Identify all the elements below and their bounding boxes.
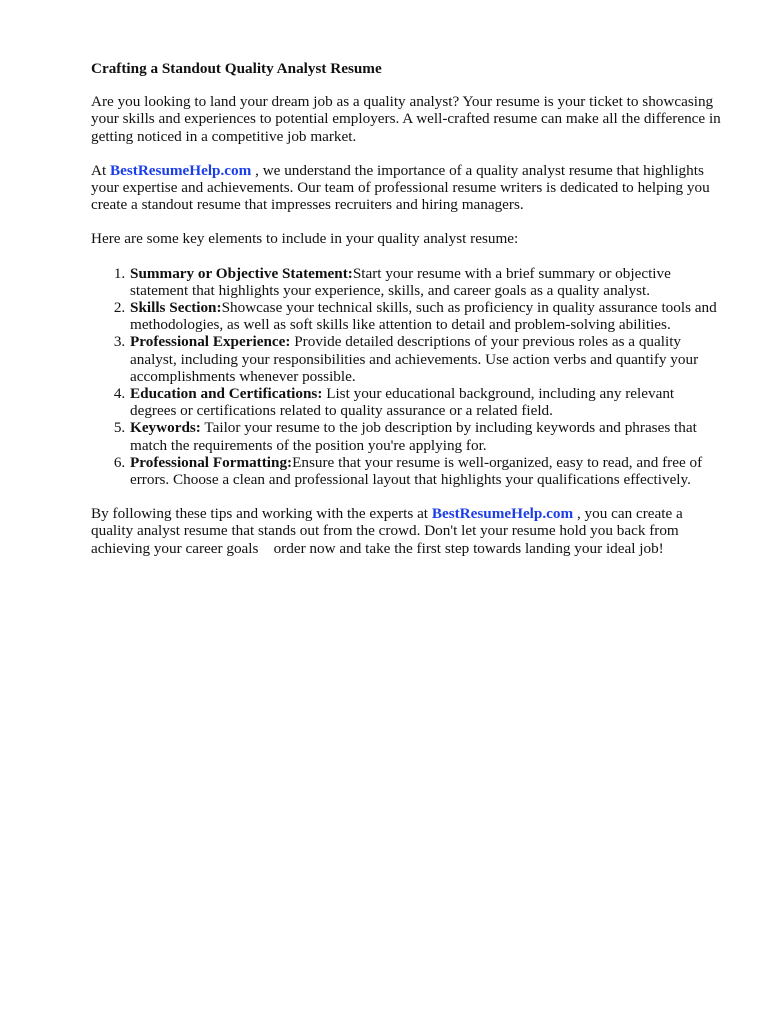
list-item-text: Tailor your resume to the job description by including keywords and phrases that match the requirements of the position you're applying for. [130, 419, 697, 454]
key-elements-list [91, 265, 721, 489]
list-item-heading: Summary or Objective Statement: [130, 264, 353, 282]
about-suffix: , we understand the importance of a quality analyst resume that highlights your expertise and achievements. Our team of professional resume writers is dedicated to helping you create a standout resume that impresses recruiters and hiring managers. [91, 161, 710, 214]
about-prefix: At [91, 161, 110, 179]
list-item [129, 265, 721, 299]
closing-site-link[interactable]: BestResumeHelp.com [431, 505, 574, 523]
intro-paragraph: Are you looking to land your dream job as a quality analyst? Your resume is your ticket to showcasing your skills and experiences to potential employers. A well-crafted resume can make all the difference in getting noticed in a competitive job market. [91, 93, 721, 145]
list-item-heading: Professional Experience: [130, 333, 291, 351]
list-item [129, 299, 721, 333]
list-item-heading: Keywords: [130, 419, 201, 437]
list-intro-paragraph: Here are some key elements to include in your quality analyst resume: [91, 230, 519, 248]
document-title: Crafting a Standout Quality Analyst Resume [91, 60, 382, 77]
closing-paragraph [91, 505, 721, 557]
list-item-heading: Education and Certifications: [130, 385, 323, 403]
list-item [129, 385, 721, 419]
list-item-heading: Skills Section: [130, 299, 222, 317]
list-item-text: List your educational background, including any relevant degrees or certifications related to quality assurance or a related field. [130, 385, 675, 420]
list-item-heading: Professional Formatting: [130, 453, 293, 471]
list-item [129, 419, 721, 453]
closing-suffix: , you can create a quality analyst resume that stands out from the crowd. Don't let your resume hold you back from achieving your career goals order now and take the first step towards landing your ideal job! [91, 505, 683, 557]
document-page [91, 60, 721, 574]
list-item [129, 333, 721, 385]
about-paragraph [91, 162, 721, 214]
closing-prefix: By following these tips and working with the experts at [91, 505, 432, 523]
list-item-text: Provide detailed descriptions of your previous roles as a quality analyst, including your responsibilities and achievements. Use action verbs and quantify your accomplishments whenever possible. [130, 333, 699, 385]
list-item [129, 454, 721, 488]
list-item-text: Ensure that your resume is well-organized, easy to read, and free of errors. Choose a clean and professional layout that highlights your qualifications effectively. [130, 453, 703, 489]
list-item-text: Showcase your technical skills, such as proficiency in quality assurance tools and methodologies, as well as soft skills like attention to detail and problem-solving abilities. [130, 299, 717, 334]
list-item-text: Start your resume with a brief summary or objective statement that highlights your experience, skills, and career goals as a quality analyst. [130, 264, 671, 299]
about-site-link[interactable]: BestResumeHelp.com [109, 161, 252, 179]
